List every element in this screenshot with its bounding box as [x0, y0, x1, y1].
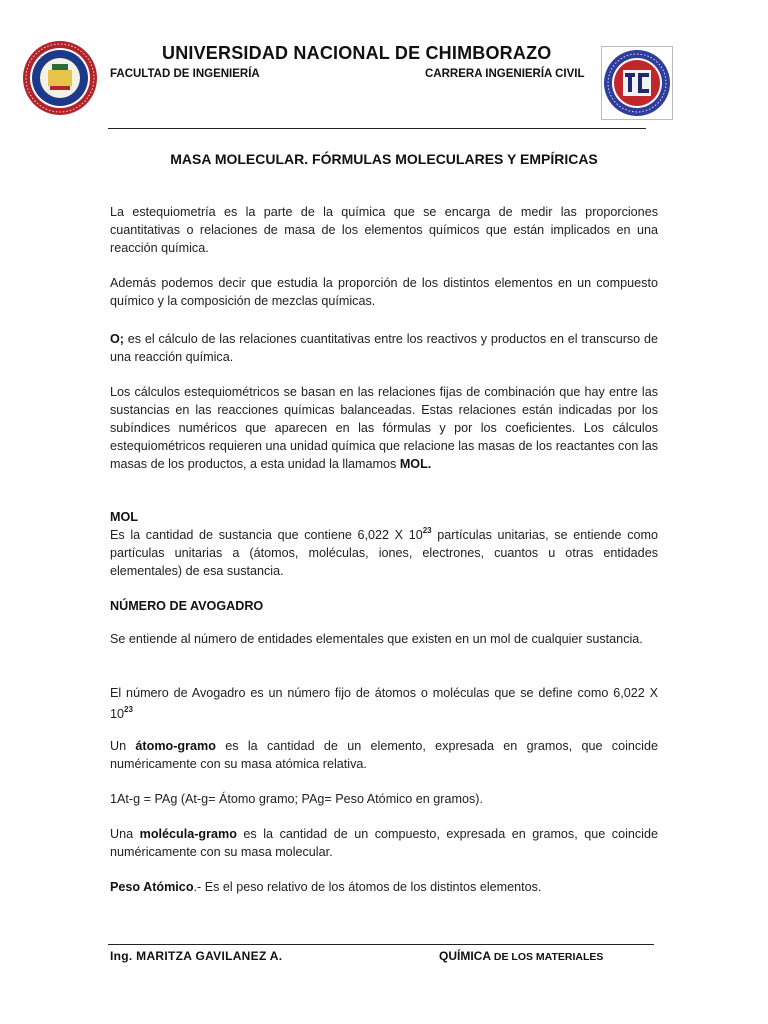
paragraph-atomo-gramo: Un átomo-gramo es la cantidad de un elemento, expresada en gramos, que coincide numéricamente con su masa atómica relativa.	[110, 739, 658, 771]
paragraph-molecula-gramo: Una molécula-gramo es la cantidad de un compuesto, expresada en gramos, que coincide numéricamente con su masa molecular.	[110, 827, 658, 859]
mol-exponent: 23	[422, 526, 432, 535]
university-seal-logo	[22, 40, 98, 116]
mol-heading: MOL	[110, 510, 138, 524]
mol-section: MOL Es la cantidad de sustancia que contiene 6,022 X $10^{23}$ partículas unitarias, se entiende como partículas unitarias a (átomos, moléculas, iones, electrones, cuantos u otras entidades elementales) de esa sustancia.	[110, 510, 658, 578]
career-name: CARRERA INGENIERÍA CIVIL	[425, 68, 585, 80]
mol-emphasis: MOL.	[399, 457, 432, 471]
footer-divider	[108, 944, 654, 945]
paragraph-avogadro-definition: Se entiende al número de entidades elementales que existen en un mol de cualquier sustancia.	[110, 632, 643, 646]
avogadro-exponent: 23	[124, 705, 133, 714]
paragraph-lead: O;	[110, 332, 124, 346]
avogadro-heading: NÚMERO DE AVOGADRO	[110, 599, 264, 613]
footer-subject: QUÍMICA DE LOS MATERIALES	[439, 949, 604, 963]
term-atomo-gramo: átomo-gramo	[135, 739, 216, 753]
paragraph-calculation: O; es el cálculo de las relaciones cuantitativas entre los reactivos y productos en el transcurso de una reacción química.	[110, 332, 658, 364]
university-name: UNIVERSIDAD NACIONAL DE CHIMBORAZO	[162, 43, 552, 63]
faculty-name: FACULTAD DE INGENIERÍA	[110, 68, 260, 80]
civil-engineering-logo	[601, 46, 673, 120]
footer-author: Ing. MARITZA GAVILANEZ A.	[110, 949, 283, 963]
term-peso-atomico: Peso Atómico	[110, 880, 194, 894]
header-divider	[108, 128, 646, 129]
paragraph-peso-atomico: Peso Atómico.- Es el peso relativo de los átomos de los distintos elementos.	[110, 880, 542, 894]
paragraph-stoichiometry: La estequiometría es la parte de la química que se encarga de medir las proporciones cuantitativas o relaciones de masa de los elementos químicos que están implicados en una reacción química.	[110, 205, 658, 255]
paragraph-avogadro-number: El número de Avogadro es un número fijo de átomos o moléculas que se define como 6,022 X $10^{23}$	[110, 686, 658, 721]
paragraph-calculations: Los cálculos estequiométricos se basan en las relaciones fijas de combinación que hay entre las sustancias en las reacciones químicas balanceadas. Estas relaciones están indicadas por los subíndices numéricos que aparecen en las fórmulas y por los coeficientes. Los cálculos estequiométricos requieren una unidad química que relacione las masas de los reactantes con las masas de los productos, a esta unidad la llamamos MOL.	[110, 385, 658, 471]
atomo-gramo-formula: 1At-g = PAg (At-g= Átomo gramo; PAg= Peso Atómico en gramos).	[110, 792, 483, 806]
document-title: MASA MOLECULAR. FÓRMULAS MOLECULARES Y EMPÍRICAS	[170, 151, 598, 167]
paragraph-proportion: Además podemos decir que estudia la proporción de los distintos elementos en un compuesto químico y la composición de mezclas químicas.	[110, 276, 658, 308]
term-molecula-gramo: molécula-gramo	[139, 827, 237, 841]
